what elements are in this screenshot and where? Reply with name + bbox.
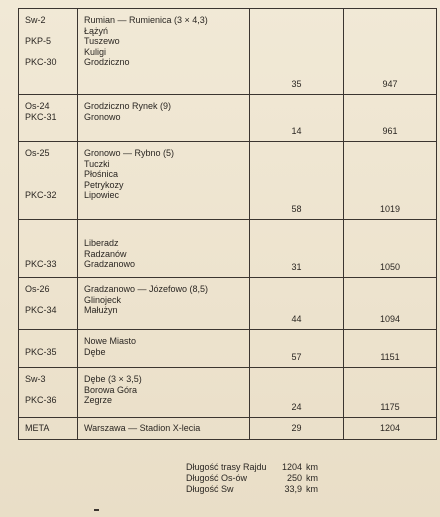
summary-row <box>186 484 318 495</box>
stage-code: Os-24 <box>25 101 50 111</box>
cumulative-distance-cell: 1019 <box>344 142 437 220</box>
stage-code: Sw-3 <box>25 374 46 384</box>
place-name: Rumian — Rumienica (3 × 4,3) <box>84 15 208 25</box>
summary-unit: km <box>306 462 318 472</box>
route-places-cell <box>78 220 250 278</box>
place-name: Grodziczno <box>84 57 130 67</box>
summary-value: 1204 <box>281 462 302 472</box>
cumulative-distance-cell: 1151 <box>344 330 437 368</box>
place-name: Tuszewo <box>84 36 120 46</box>
place-name: Gradzanowo — Józefowo (8,5) <box>84 284 209 294</box>
table-row <box>19 418 437 440</box>
stage-code: META <box>25 423 50 434</box>
place-name: Łążyń <box>84 25 109 36</box>
stage-code: PKC-33 <box>25 259 57 269</box>
summary-label: Długość Sw <box>186 484 234 494</box>
route-places-cell <box>78 418 250 440</box>
stage-codes-cell <box>19 142 78 220</box>
table-row <box>19 9 437 95</box>
place-name: Dębe <box>84 346 106 357</box>
stage-codes-cell <box>19 278 78 330</box>
place-name: Glinojeck <box>84 294 122 305</box>
summary-label: Długość Os-ów <box>186 473 248 483</box>
table-row <box>19 95 437 142</box>
stage-codes-cell <box>19 418 78 440</box>
stage-codes-cell <box>19 220 78 278</box>
table-row <box>19 220 437 278</box>
place-name: Lipowiec <box>84 190 120 200</box>
stage-code <box>25 249 77 260</box>
distance-cell: 44 <box>250 278 344 330</box>
route-places-cell <box>78 95 250 142</box>
route-length-summary <box>186 462 318 495</box>
stage-code <box>25 238 77 249</box>
place-name: Warszawa — Stadion X-lecia <box>84 423 201 434</box>
cumulative-distance-cell: 947 <box>344 9 437 95</box>
itinerary-body <box>19 9 437 440</box>
stage-codes-cell <box>19 330 78 368</box>
route-places-cell <box>78 278 250 330</box>
stage-code <box>25 295 77 306</box>
stage-code: Sw-2 <box>25 15 46 25</box>
summary-unit: km <box>306 473 318 483</box>
stage-code: PKC-36 <box>25 395 57 405</box>
stage-code: Os-25 <box>25 148 50 158</box>
rally-itinerary-table <box>18 8 437 440</box>
stage-code <box>25 26 77 37</box>
place-name: Gradzanowo <box>84 259 136 269</box>
summary-row <box>186 462 318 473</box>
stage-code: Os-26 <box>25 284 50 294</box>
place-name: Petrykozy <box>84 179 124 190</box>
stage-code <box>25 180 77 191</box>
place-name: Tuczki <box>84 158 110 169</box>
stage-code: PKC-31 <box>25 111 57 122</box>
stage-code <box>25 169 77 180</box>
stage-code <box>25 47 77 58</box>
stage-code <box>25 336 77 347</box>
place-name: Radzanów <box>84 248 127 259</box>
place-name: Liberadz <box>84 238 119 248</box>
place-name: Gronowo <box>84 111 121 122</box>
distance-cell: 35 <box>250 9 344 95</box>
stage-codes-cell <box>19 95 78 142</box>
table-row <box>19 278 437 330</box>
stage-code: PKC-30 <box>25 57 57 67</box>
distance-cell: 57 <box>250 330 344 368</box>
summary-value: 250 <box>286 473 302 483</box>
stage-code <box>25 385 77 396</box>
place-name: Borowa Góra <box>84 384 138 395</box>
stage-code: PKP-5 <box>25 36 52 46</box>
summary-label: Długość trasy Rajdu <box>186 462 267 472</box>
distance-cell: 14 <box>250 95 344 142</box>
place-name: Małużyn <box>84 305 118 315</box>
distance-cell: 29 <box>250 418 344 440</box>
summary-unit: km <box>306 484 318 494</box>
distance-cell: 24 <box>250 368 344 418</box>
route-places-cell <box>78 368 250 418</box>
summary-value: 33,9 <box>284 484 302 494</box>
place-name: Kuligi <box>84 46 107 57</box>
place-name: Dębe (3 × 3,5) <box>84 374 142 384</box>
place-name: Zegrze <box>84 395 113 405</box>
cumulative-distance-cell: 961 <box>344 95 437 142</box>
table-row <box>19 330 437 368</box>
stage-codes-cell <box>19 9 78 95</box>
table-row <box>19 142 437 220</box>
page-dash-mark <box>94 509 99 511</box>
stage-codes-cell <box>19 368 78 418</box>
table-row <box>19 368 437 418</box>
stage-code: PKC-32 <box>25 190 57 200</box>
place-name: Grodziczno Rynek (9) <box>84 101 172 111</box>
cumulative-distance-cell: 1094 <box>344 278 437 330</box>
cumulative-distance-cell: 1204 <box>344 418 437 440</box>
stage-code: PKC-34 <box>25 305 57 315</box>
place-name: Płośnica <box>84 169 119 179</box>
route-places-cell <box>78 330 250 368</box>
stage-code: PKC-35 <box>25 346 57 357</box>
place-name: Gronowo — Rybno (5) <box>84 148 175 158</box>
route-places-cell <box>78 9 250 95</box>
summary-row <box>186 473 318 484</box>
place-name: Nowe Miasto <box>84 336 137 346</box>
cumulative-distance-cell: 1175 <box>344 368 437 418</box>
route-places-cell <box>78 142 250 220</box>
distance-cell: 58 <box>250 142 344 220</box>
cumulative-distance-cell: 1050 <box>344 220 437 278</box>
stage-code <box>25 159 77 170</box>
distance-cell: 31 <box>250 220 344 278</box>
